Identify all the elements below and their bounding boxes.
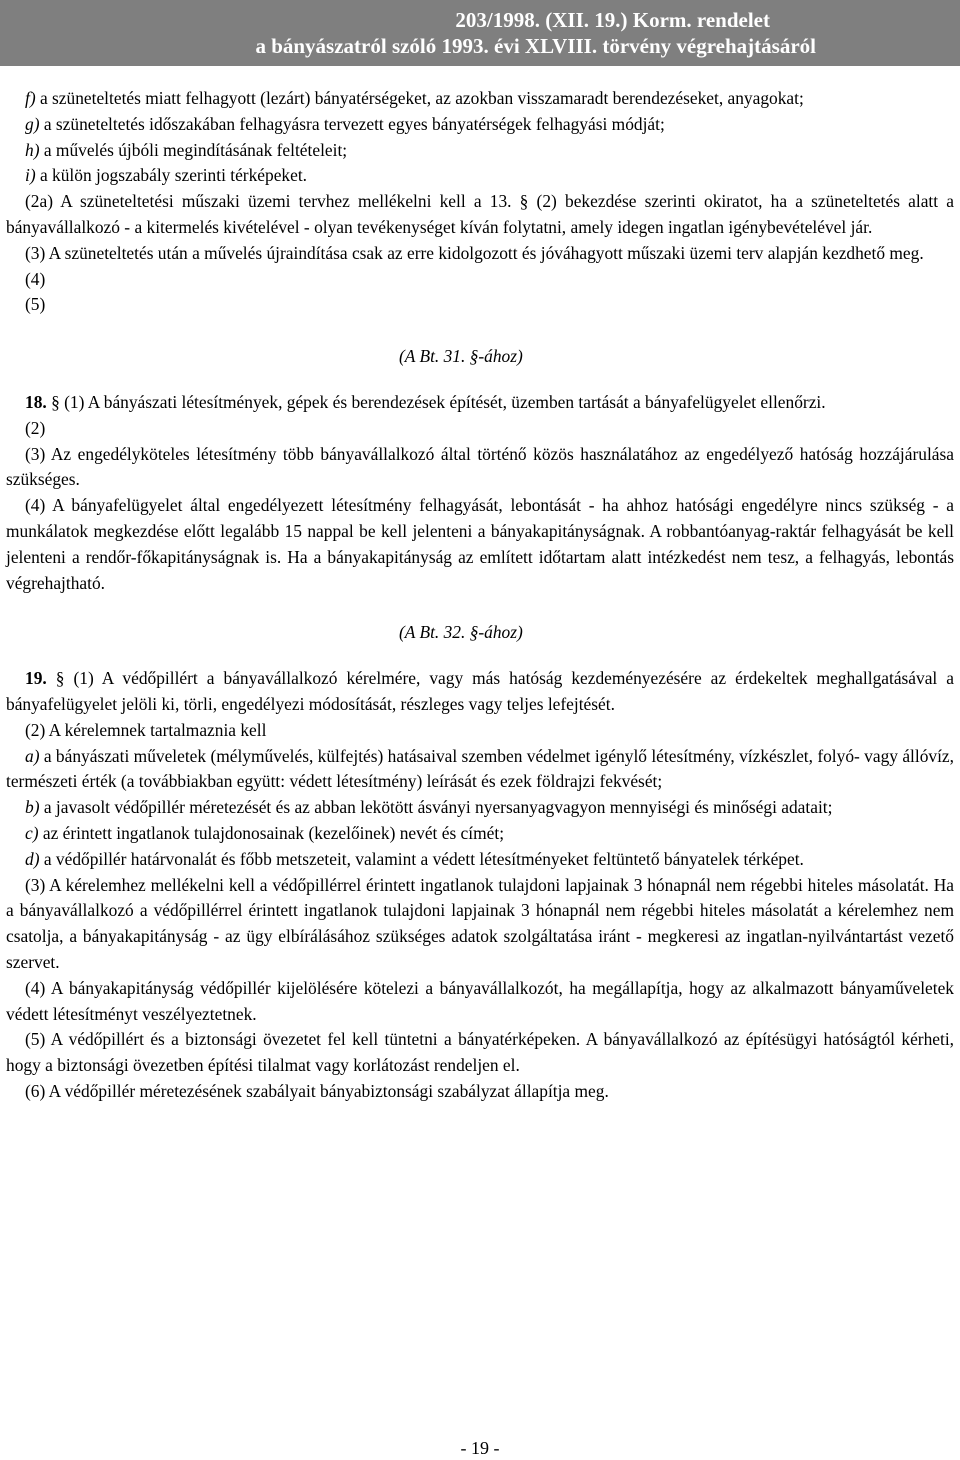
paragraph-2a: (2a) A szüneteltetési műszaki üzemi tervhez mellékelni kell a 13. § (2) bekezdése szerinti okiratot, ha a szüneteltetés alatt a bányavállalkozó - a kitermelés kivételével - olyan tevékenységet kíván folytatni, amely idegen ingatlan igénybevételével jár.	[6, 191, 954, 237]
item-label: g)	[25, 113, 40, 134]
paragraph-3: (3) A szüneteltetés után a művelés újraindítása csak az erre kidolgozott és jóváhagyott műszaki üzemi terv alapján kezdhető meg.	[25, 242, 924, 263]
list-item-h	[6, 138, 954, 164]
item-text: a javasolt védőpillér méretezését és az abban lekötött ásványi nyersanyagvagyon mennyiségi és minőségi adatait;	[39, 797, 833, 818]
item-label: d)	[25, 848, 40, 869]
item-text: az érintett ingatlanok tulajdonosainak (kezelőinek) nevét és címét;	[38, 822, 505, 843]
spacer	[6, 318, 954, 344]
section-19-paragraph-2: (2) A kérelemnek tartalmaznia kell	[25, 719, 267, 740]
page-number: - 19 -	[460, 1438, 500, 1458]
list-item-b	[6, 795, 954, 821]
section-number: 18.	[25, 391, 47, 412]
paragraph-text: § (1) A védőpillért a bányavállalkozó kérelmére, vagy más hatóság kezdeményezésére az érdekeltek meghallgatásával a bányafelügyelet jelöli ki, törli, engedélyezi módosítását, részleges vagy teljes lefejtését.	[6, 668, 954, 714]
section-19-paragraph-4: (4) A bányakapitányság védőpillér kijelölésére kötelezi a bányavállalkozót, ha megállapítja, hogy az alkalmazott bányaműveletek védett létesítményt veszélyeztetnek.	[6, 977, 954, 1024]
section-19-paragraph-3: (3) A kérelemhez mellékelni kell a védőpillérrel érintett ingatlanok tulajdoni lapjainak 3 hónapnál nem régebbi hiteles másolatát. Ha a bányavállalkozó a védőpillérrel érintett ingatlanok tulajdoni lapjainak 3 hónapnál nem régebbi hiteles másolatát a kérelemhez nem csatolja, a bányakapitányság - az ügy elbírálásához szükséges adatok szolgáltatása iránt - megkeresi az ingatlan-nyilvántartást vezető szervet.	[6, 874, 954, 972]
list-item-g	[6, 112, 954, 138]
section-19-paragraph-6: (6) A védőpillér méretezésének szabályait bányabiztonsági szabályzat állapítja meg.	[25, 1080, 609, 1101]
header-title: 203/1998. (XII. 19.) Korm. rendelet	[455, 8, 770, 32]
list-item-d	[6, 847, 954, 873]
list-item-a	[6, 744, 954, 796]
item-text: a külön jogszabály szerinti térképeket.	[35, 165, 308, 186]
section-citation-32: (A Bt. 32. §-ához)	[399, 622, 523, 643]
section-18-paragraph-1	[6, 390, 954, 416]
paragraph-text: § (1) A bányászati létesítmények, gépek és berendezések építését, üzemben tartását a bányafelügyelet ellenőrzi.	[46, 391, 826, 412]
spacer	[6, 646, 954, 666]
item-label: b)	[25, 797, 40, 818]
list-item-i	[6, 163, 954, 189]
item-label: h)	[25, 139, 40, 160]
paragraph-4: (4)	[25, 268, 46, 289]
spacer	[6, 596, 954, 620]
item-label: a)	[25, 745, 40, 766]
item-label: i)	[25, 165, 36, 186]
section-18-paragraph-4: (4) A bányafelügyelet által engedélyezett létesítmény felhagyását, lebontását - ha ahhoz hatósági engedélyre nincs szükség - a munkálatok megkezdése előtt legalább 15 nappal be kell jelenteni a bányakapitányságnak. A robbantóanyag-raktár felhagyását be kell jelenteni a rendőr-főkapitányságnak is. Ha a bányakapitányság az említett időtartam alatt intézkedést nem tesz, a felhagyás, lebontás végrehajtható.	[6, 495, 954, 593]
item-text: a szüneteltetés miatt felhagyott (lezárt) bányatérségeket, az azokban visszamaradt berendezéseket, anyagokat;	[35, 88, 804, 108]
list-item-f	[6, 86, 954, 112]
list-item-c	[6, 821, 954, 847]
item-text: a szüneteltetés időszakában felhagyásra tervezett egyes bányatérségek felhagyási módját;	[39, 113, 665, 134]
item-text: a védőpillér határvonalát és főbb metszeteit, valamint a védett létesítményeket feltüntető bányatelek térképet.	[39, 848, 804, 869]
item-text: a bányászati műveletek (mélyművelés, külfejtés) hatásaival szemben védelmet igénylő létesítmény, vízkészlet, folyó- vagy állóvíz, természeti érték (a továbbiakban együtt: védett létesítmény) leírását és ezek földrajzi fekvését;	[6, 745, 954, 792]
item-text: a művelés újbóli megindításának feltételeit;	[39, 139, 348, 160]
page-header	[0, 0, 960, 66]
section-number: 19.	[25, 668, 47, 689]
section-19-paragraph-1	[6, 666, 954, 718]
section-19-paragraph-5: (5) A védőpillért és a biztonsági övezetet fel kell tüntetni a bányatérképeken. A bányavállalkozó az építésügyi hatóságtól kérheti, hogy a biztonsági övezetben építési tilalmat vagy korlátozást rendeljen el.	[6, 1029, 954, 1076]
paragraph-5: (5)	[25, 294, 46, 315]
section-18-paragraph-3: (3) Az engedélyköteles létesítmény több bányavállalkozó által történő közös használatához az engedélyező hatóság hozzájárulása szükséges.	[6, 443, 954, 490]
header-subtitle: a bányászatról szóló 1993. évi XLVIII. törvény végrehajtásáról	[255, 34, 816, 58]
item-label: c)	[25, 822, 39, 843]
document-body	[6, 86, 954, 1105]
spacer	[6, 370, 954, 390]
section-citation-31: (A Bt. 31. §-ához)	[399, 346, 523, 367]
item-label: f)	[25, 88, 36, 108]
section-18-paragraph-2: (2)	[25, 417, 46, 438]
